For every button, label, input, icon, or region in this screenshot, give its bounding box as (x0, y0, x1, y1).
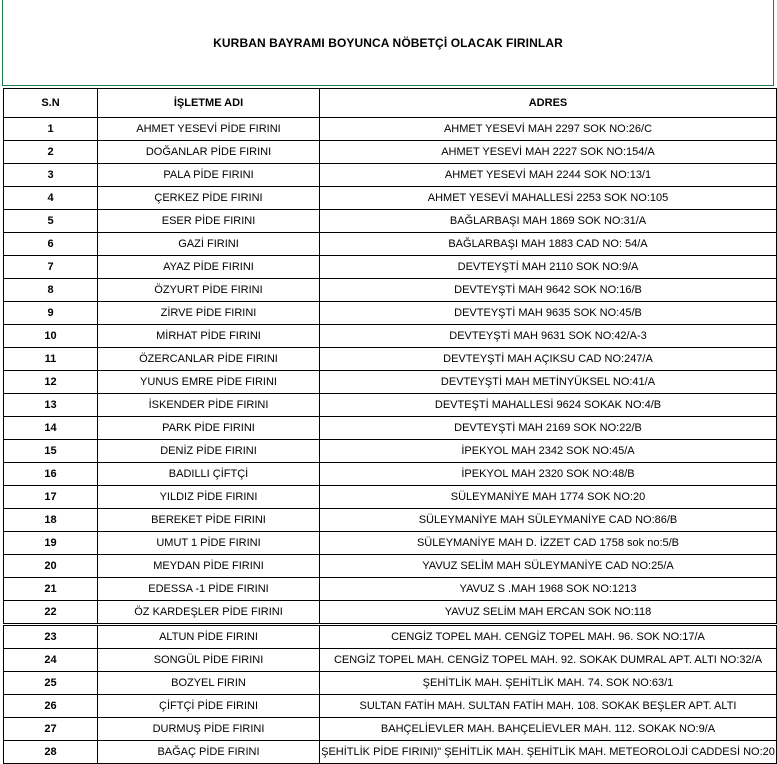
cell-address: DEVTEYŞTİ MAH AÇIKSU CAD NO:247/A (320, 348, 777, 371)
table-row (4, 394, 777, 417)
cell-address: SÜLEYMANİYE MAH 1774 SOK NO:20 (320, 486, 777, 509)
cell-name: EDESSA -1 PİDE FIRINI (98, 578, 320, 601)
cell-address: DEVTEYŞTİ MAH METİNYÜKSEL NO:41/A (320, 371, 777, 394)
table-row (4, 718, 777, 741)
table-row (4, 141, 777, 164)
cell-address: DEVTEYŞTİ MAH 9635 SOK NO:45/B (320, 302, 777, 325)
table-row (4, 325, 777, 348)
cell-address: YAVUZ SELİM MAH SÜLEYMANİYE CAD NO:25/A (320, 555, 777, 578)
cell-sn: 9 (4, 302, 98, 325)
cell-name: ESER PİDE FIRINI (98, 210, 320, 233)
cell-name: AHMET YESEVİ PİDE FIRINI (98, 118, 320, 141)
table-row (4, 164, 777, 187)
table-row (4, 601, 777, 625)
cell-name: MEYDAN PİDE FIRINI (98, 555, 320, 578)
cell-sn: 3 (4, 164, 98, 187)
cell-name: AYAZ PİDE FIRINI (98, 256, 320, 279)
table-row (4, 672, 777, 695)
table-row (4, 532, 777, 555)
cell-sn: 17 (4, 486, 98, 509)
cell-name: PARK PİDE FIRINI (98, 417, 320, 440)
cell-sn: 22 (4, 601, 98, 625)
table-row (4, 440, 777, 463)
cell-address: BAHÇELİEVLER MAH. BAHÇELİEVLER MAH. 112. SOKAK NO:9/A (320, 718, 777, 741)
table-row (4, 118, 777, 141)
table-row (4, 371, 777, 394)
cell-sn: 10 (4, 325, 98, 348)
cell-sn: 2 (4, 141, 98, 164)
cell-sn: 15 (4, 440, 98, 463)
cell-name: DURMUŞ PİDE FIRINI (98, 718, 320, 741)
cell-sn: 27 (4, 718, 98, 741)
cell-sn: 5 (4, 210, 98, 233)
header-row (4, 89, 777, 118)
cell-address: AHMET YESEVİ MAHALLESİ 2253 SOK NO:105 (320, 187, 777, 210)
table-row (4, 486, 777, 509)
cell-name: YUNUS EMRE PİDE FIRINI (98, 371, 320, 394)
cell-address: DEVTEYŞTİ MAH 2110 SOK NO:9/A (320, 256, 777, 279)
cell-sn: 23 (4, 625, 98, 649)
table-row (4, 463, 777, 486)
cell-sn: 7 (4, 256, 98, 279)
cell-sn: 14 (4, 417, 98, 440)
header-address: ADRES (320, 89, 777, 118)
cell-address: İPEKYOL MAH 2320 SOK NO:48/B (320, 463, 777, 486)
cell-name: ALTUN PİDE FIRINI (98, 625, 320, 649)
title-box (2, 0, 774, 86)
table-row (4, 695, 777, 718)
cell-sn: 1 (4, 118, 98, 141)
cell-name: BAĞAÇ PİDE FIRINI (98, 741, 320, 764)
cell-name: BEREKET PİDE FIRINI (98, 509, 320, 532)
cell-address: YAVUZ S .MAH 1968 SOK NO:1213 (320, 578, 777, 601)
cell-address: İPEKYOL MAH 2342 SOK NO:45/A (320, 440, 777, 463)
cell-name: İSKENDER PİDE FIRINI (98, 394, 320, 417)
table-row (4, 210, 777, 233)
cell-name: ÖZERCANLAR PİDE FIRINI (98, 348, 320, 371)
cell-name: BADILLI ÇİFTÇİ (98, 463, 320, 486)
cell-address: AHMET YESEVİ MAH 2244 SOK NO:13/1 (320, 164, 777, 187)
table-row (4, 417, 777, 440)
cell-sn: 25 (4, 672, 98, 695)
cell-name: SONGÜL PİDE FIRINI (98, 649, 320, 672)
table-row (4, 279, 777, 302)
cell-name: PALA PİDE FIRINI (98, 164, 320, 187)
cell-address: CENGİZ TOPEL MAH. CENGİZ TOPEL MAH. 96. SOK NO:17/A (320, 625, 777, 649)
bakery-table (3, 88, 777, 764)
cell-sn: 24 (4, 649, 98, 672)
table-row (4, 509, 777, 532)
header-name: İŞLETME ADI (98, 89, 320, 118)
cell-address: AHMET YESEVİ MAH 2297 SOK NO:26/C (320, 118, 777, 141)
cell-address: BAĞLARBAŞI MAH 1883 CAD NO: 54/A (320, 233, 777, 256)
cell-sn: 28 (4, 741, 98, 764)
cell-sn: 21 (4, 578, 98, 601)
cell-name: ÇERKEZ PİDE FIRINI (98, 187, 320, 210)
cell-address: SÜLEYMANİYE MAH SÜLEYMANİYE CAD NO:86/B (320, 509, 777, 532)
cell-name: ÖZYURT PİDE FIRINI (98, 279, 320, 302)
cell-sn: 6 (4, 233, 98, 256)
header-sn: S.N (4, 89, 98, 118)
cell-sn: 20 (4, 555, 98, 578)
cell-address: DEVTEYŞTİ MAH 9631 SOK NO:42/A-3 (320, 325, 777, 348)
cell-sn: 13 (4, 394, 98, 417)
page-title: KURBAN BAYRAMI BOYUNCA NÖBETÇİ OLACAK FIRINLAR (213, 35, 563, 50)
cell-address: ŞEHİTLİK MAH. ŞEHİTLİK MAH. 74. SOK NO:63/1 (320, 672, 777, 695)
cell-name: BOZYEL FIRIN (98, 672, 320, 695)
cell-name: ÇİFTÇİ PİDE FIRINI (98, 695, 320, 718)
cell-sn: 16 (4, 463, 98, 486)
cell-address: SULTAN FATİH MAH. SULTAN FATİH MAH. 108. SOKAK BEŞLER APT. ALTI (320, 695, 777, 718)
cell-address: DEVTEYŞTİ MAH 2169 SOK NO:22/B (320, 417, 777, 440)
cell-sn: 12 (4, 371, 98, 394)
cell-address: DEVTEYŞTİ MAH 9642 SOK NO:16/B (320, 279, 777, 302)
cell-address: CENGİZ TOPEL MAH. CENGİZ TOPEL MAH. 92. SOKAK DUMRAL APT. ALTI NO:32/A (320, 649, 777, 672)
cell-name: MİRHAT PİDE FIRINI (98, 325, 320, 348)
cell-name: ÖZ KARDEŞLER PİDE FIRINI (98, 601, 320, 625)
cell-sn: 8 (4, 279, 98, 302)
cell-name: YILDIZ PİDE FIRINI (98, 486, 320, 509)
cell-sn: 19 (4, 532, 98, 555)
cell-address: YAVUZ SELİM MAH ERCAN SOK NO:118 (320, 601, 777, 625)
table-row (4, 555, 777, 578)
cell-sn: 18 (4, 509, 98, 532)
cell-address: DEVTEŞTİ MAHALLESİ 9624 SOKAK NO:4/B (320, 394, 777, 417)
table-row (4, 741, 777, 764)
table-row (4, 578, 777, 601)
table-row (4, 302, 777, 325)
cell-name: UMUT 1 PİDE FIRINI (98, 532, 320, 555)
table-row (4, 187, 777, 210)
cell-sn: 26 (4, 695, 98, 718)
cell-address: ŞEHİTLİK PİDE FIRINI)" ŞEHİTLİK MAH. ŞEHİTLİK MAH. METEOROLOJİ CADDESİ NO:20 (320, 741, 777, 764)
cell-name: GAZİ FIRINI (98, 233, 320, 256)
table-row (4, 625, 777, 649)
cell-address: AHMET YESEVİ MAH 2227 SOK NO:154/A (320, 141, 777, 164)
cell-name: ZİRVE PİDE FIRINI (98, 302, 320, 325)
table-body (4, 118, 777, 764)
cell-name: DENİZ PİDE FIRINI (98, 440, 320, 463)
cell-address: SÜLEYMANİYE MAH D. İZZET CAD 1758 sok no:5/B (320, 532, 777, 555)
table-row (4, 649, 777, 672)
cell-name: DOĞANLAR PİDE FIRINI (98, 141, 320, 164)
cell-address: BAĞLARBAŞI MAH 1869 SOK NO:31/A (320, 210, 777, 233)
table-row (4, 256, 777, 279)
table-row (4, 233, 777, 256)
cell-sn: 11 (4, 348, 98, 371)
cell-sn: 4 (4, 187, 98, 210)
table-row (4, 348, 777, 371)
